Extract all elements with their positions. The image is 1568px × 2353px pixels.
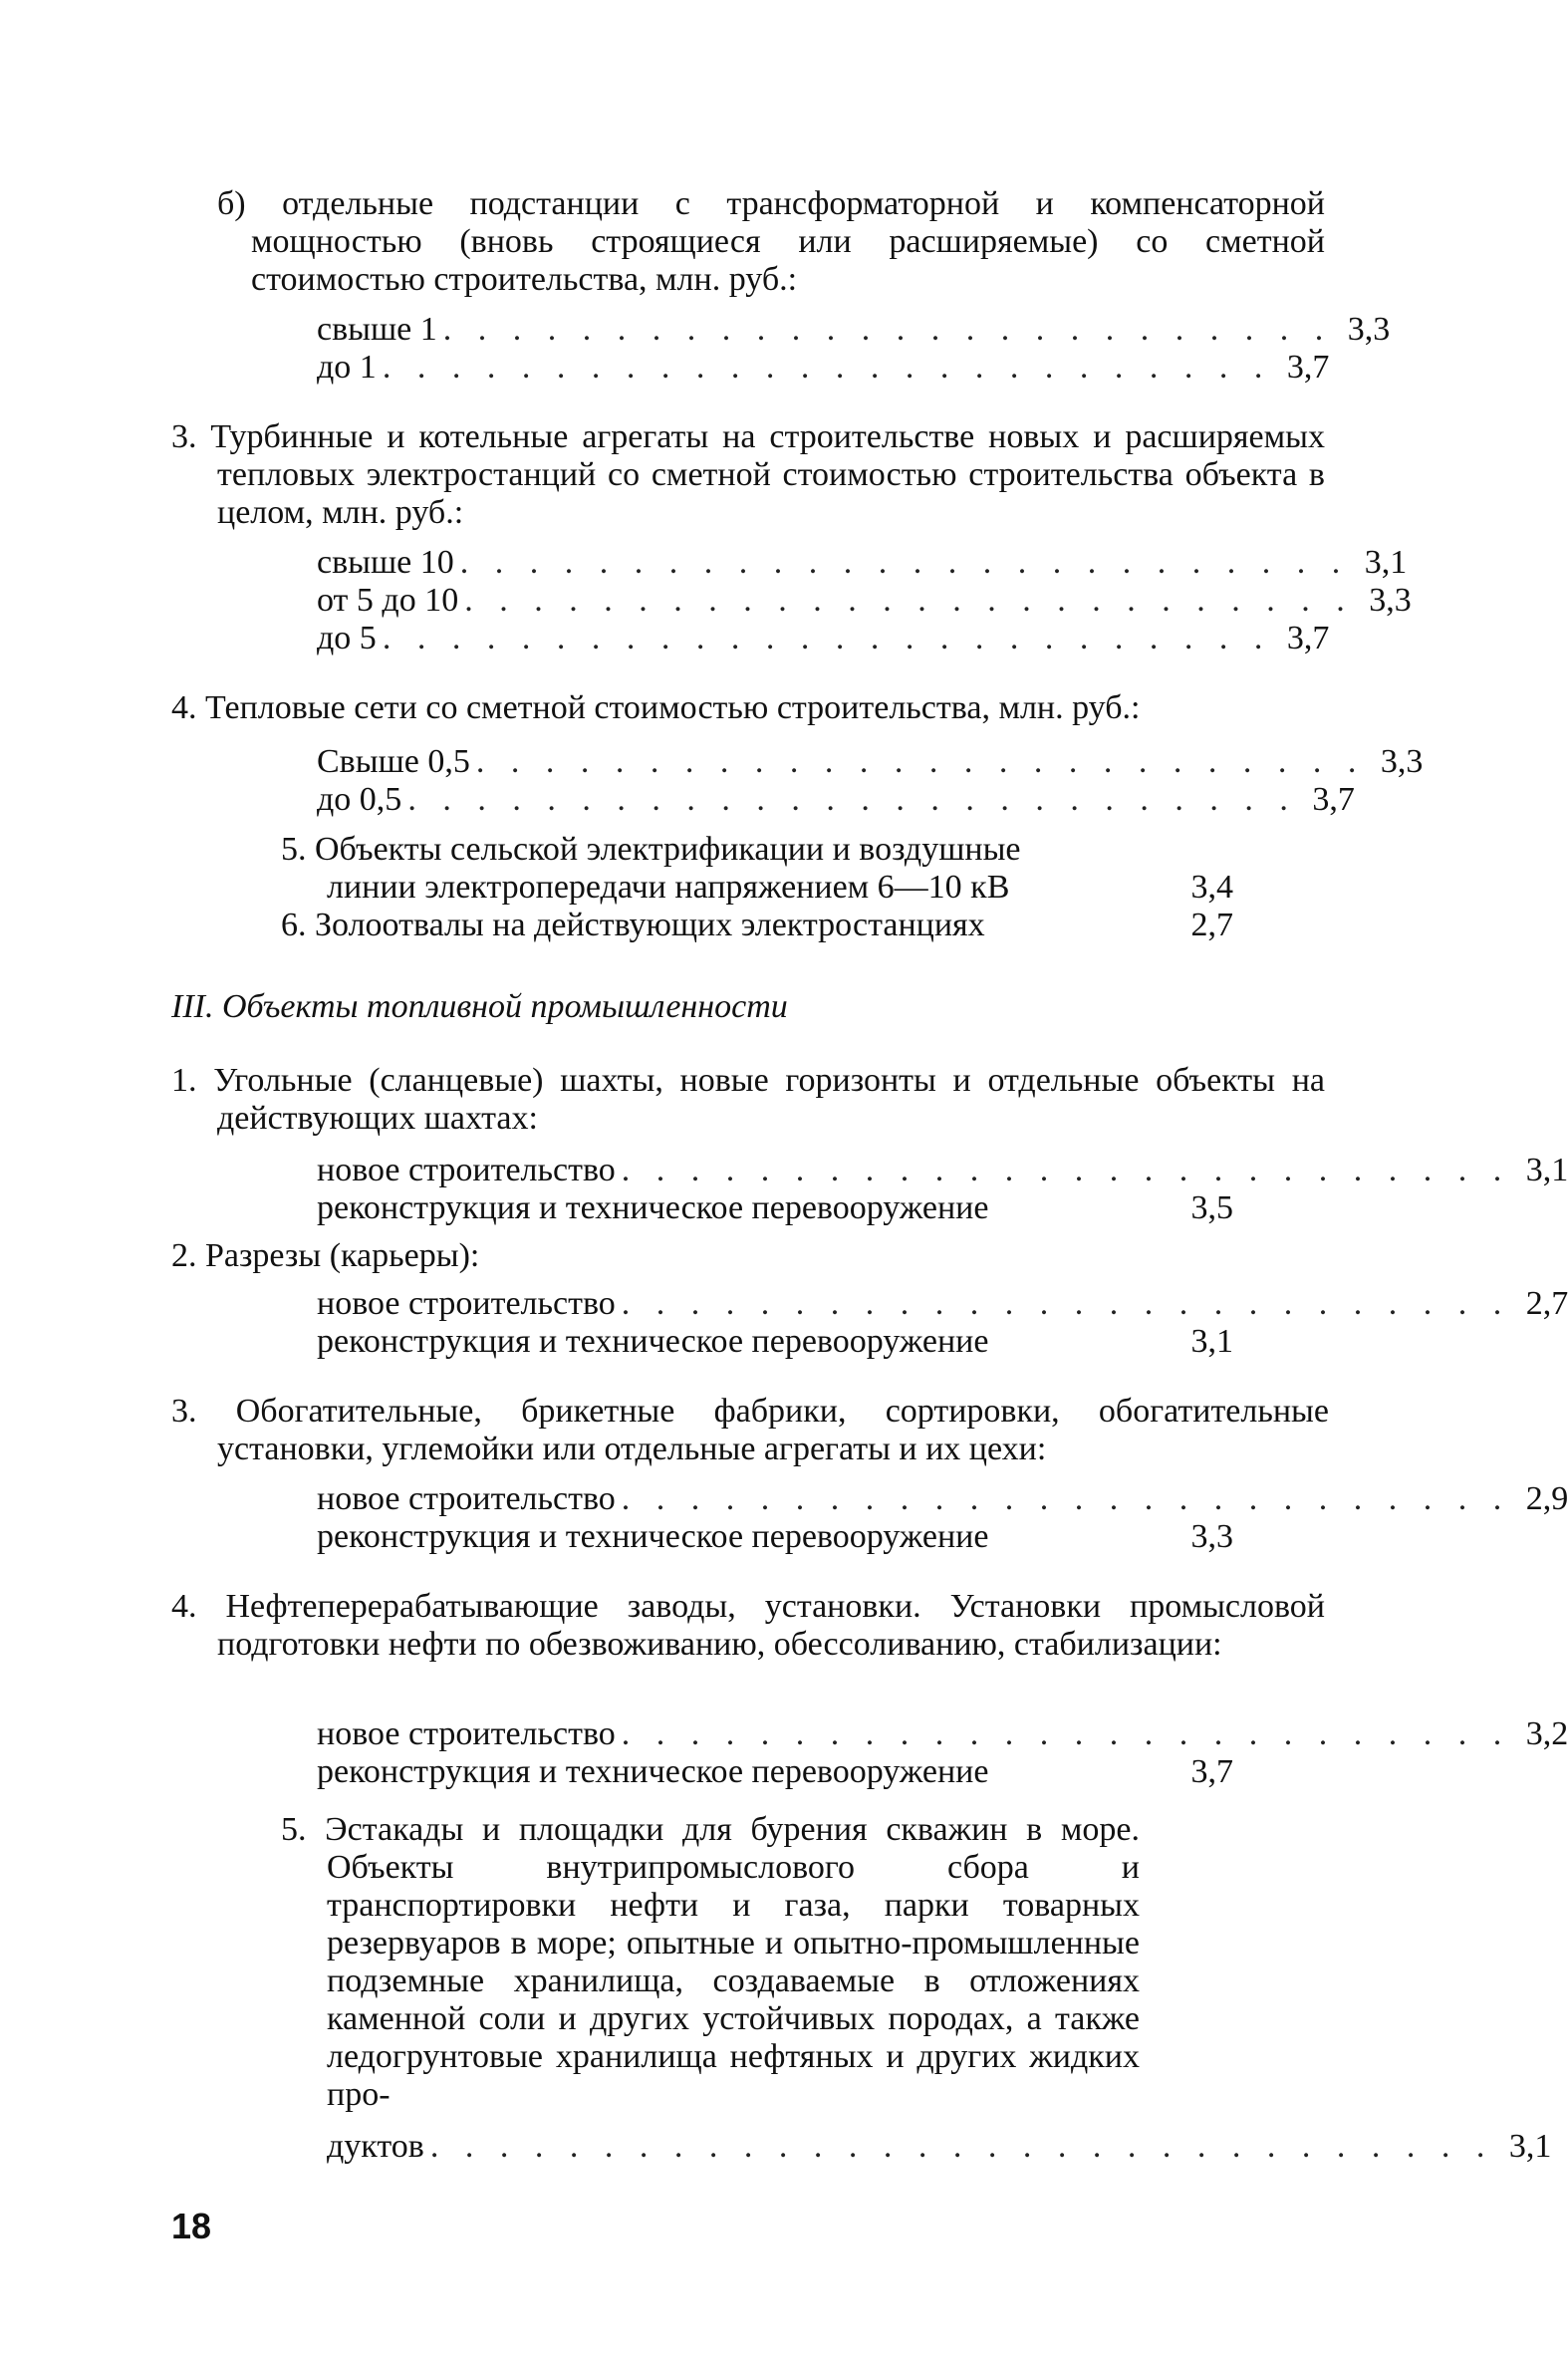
row-label: до 5 bbox=[317, 620, 377, 656]
row-label: дуктов bbox=[327, 2128, 424, 2165]
page-number: 18 bbox=[171, 2206, 212, 2246]
row-value: 2,9 bbox=[1525, 1480, 1568, 1517]
s3-item-1-row-1 bbox=[317, 1152, 1568, 1189]
s3-item-2-row-1 bbox=[317, 1285, 1568, 1323]
row-label: Свыше 0,5 bbox=[317, 743, 470, 780]
row-label: новое строительство bbox=[317, 1152, 616, 1188]
s3-item-3-row-1 bbox=[317, 1480, 1568, 1518]
row-value: 3,1 bbox=[1190, 1323, 1233, 1360]
dot-leader: . . . . . . . . . . . . . . . . . . . . . . . . . . bbox=[621, 1715, 1511, 1752]
row-value: 3,2 bbox=[1525, 1715, 1568, 1752]
s3-item-3-row-2 bbox=[317, 1518, 1233, 1556]
s3-item-4-text: 4. Нефтеперерабатывающие заводы, установки. Установки промысловой подготовки нефти по обезвоживанию, обессоливанию, стабилизации: bbox=[171, 1588, 1325, 1663]
item-6-row bbox=[281, 907, 1233, 944]
item-5-line-2 bbox=[327, 869, 1233, 907]
row-label: новое строительство bbox=[317, 1285, 616, 1322]
item-3-row-3 bbox=[317, 620, 1330, 657]
row-value: 3,5 bbox=[1190, 1189, 1233, 1226]
row-label: от 5 до 10 bbox=[317, 582, 459, 619]
dot-leader: . . . . . . . . . . . . . . . . . . . . . . . . . . bbox=[621, 1285, 1511, 1322]
item-5-line-1: 5. Объекты сельской электрификации и воздушные bbox=[281, 831, 1021, 868]
section-heading: III. Объекты топливной промышленности bbox=[171, 988, 788, 1025]
item-b-row-1 bbox=[317, 311, 1391, 349]
s3-item-4-row-2 bbox=[317, 1753, 1233, 1791]
item-3-row-1 bbox=[317, 544, 1408, 582]
row-value: 3,7 bbox=[1286, 349, 1330, 386]
row-label: линии электропередачи напряжением 6—10 кВ bbox=[327, 869, 1010, 906]
row-value: 2,7 bbox=[1525, 1285, 1568, 1322]
row-value: 3,7 bbox=[1286, 620, 1330, 656]
row-value: 3,1 bbox=[1364, 544, 1408, 581]
dot-leader: . . . . . . . . . . . . . . . . . . . . . . . . . . bbox=[459, 544, 1350, 581]
row-value: 3,3 bbox=[1347, 311, 1391, 348]
dot-leader: . . . . . . . . . . . . . . . . . . . . . . . . . . bbox=[382, 349, 1272, 386]
dot-leader: . . . . . . . . . . . . . . . . . . . . . . . . . . bbox=[407, 781, 1297, 818]
s3-item-5-text: 5. Эстакады и площадки для бурения скважин в море. Объекты внутрипромыслового сбора и транспортировки нефти и газа, парки товарных резервуаров в море; опытные и опытно-промышленные подземные хранилища, создаваемые в отложениях каменной соли и других устойчивых породах, а также ледогрунтовые хранилища нефтяных и других жидких про- bbox=[281, 1811, 1140, 2113]
row-label: до 1 bbox=[317, 349, 377, 386]
item-b-text: б) отдельные подстанции с трансформаторной и компенсаторной мощностью (вновь строящиеся или расширяемые) со сметной стоимостью строительства, млн. руб.: bbox=[217, 185, 1325, 298]
row-value: 3,1 bbox=[1525, 1152, 1568, 1188]
item-3-row-2 bbox=[317, 582, 1412, 620]
dot-leader: . . . . . . . . . . . . . . . . . . . . . . . . . . bbox=[621, 1480, 1511, 1517]
row-value: 3,3 bbox=[1369, 582, 1412, 619]
row-value: 3,7 bbox=[1190, 1753, 1233, 1790]
row-value: 3,3 bbox=[1190, 1518, 1233, 1555]
dot-leader: . . . . . . . . . . . . . . . . . . . . . . . . . . bbox=[621, 1152, 1511, 1188]
s3-item-4-row-1 bbox=[317, 1715, 1568, 1753]
dot-leader: . . . . . . . . . . . . . . . . . . . . . . . . . . bbox=[442, 311, 1333, 348]
s3-item-2-row-2 bbox=[317, 1323, 1233, 1361]
row-label: 6. Золоотвалы на действующих электростанциях bbox=[281, 907, 985, 943]
s3-item-5-last-row bbox=[327, 2128, 1552, 2166]
row-value: 3,4 bbox=[1190, 869, 1233, 906]
item-3-text: 3. Турбинные и котельные агрегаты на строительстве новых и расширяемых тепловых электростанций со сметной стоимостью строительства объекта в целом, млн. руб.: bbox=[171, 418, 1325, 531]
row-value: 3,1 bbox=[1508, 2128, 1552, 2165]
row-value: 2,7 bbox=[1190, 907, 1233, 943]
row-value: 3,7 bbox=[1312, 781, 1355, 818]
item-4-row-2 bbox=[317, 781, 1355, 819]
item-b-row-2 bbox=[317, 349, 1330, 387]
row-label: реконструкция и техническое перевооружение bbox=[317, 1753, 989, 1790]
s3-item-3-text: 3. Обогатительные, брикетные фабрики, сортировки, обогатительные установки, углемойки или отдельные агрегаты и их цехи: bbox=[171, 1393, 1329, 1467]
row-label: реконструкция и техническое перевооружение bbox=[317, 1323, 989, 1360]
item-4-row-1 bbox=[317, 743, 1424, 781]
dot-leader: . . . . . . . . . . . . . . . . . . . . . . . . . . bbox=[475, 743, 1366, 780]
row-label: новое строительство bbox=[317, 1715, 616, 1752]
row-label: реконструкция и техническое перевооружение bbox=[317, 1189, 989, 1226]
s3-item-2-text: 2. Разрезы (карьеры): bbox=[171, 1237, 480, 1274]
s3-item-1-text: 1. Угольные (сланцевые) шахты, новые горизонты и отдельные объекты на действующих шахтах: bbox=[171, 1062, 1325, 1137]
row-label: новое строительство bbox=[317, 1480, 616, 1517]
row-label: свыше 10 bbox=[317, 544, 454, 581]
item-4-text: 4. Тепловые сети со сметной стоимостью строительства, млн. руб.: bbox=[171, 689, 1141, 726]
row-value: 3,3 bbox=[1380, 743, 1424, 780]
row-label: свыше 1 bbox=[317, 311, 437, 348]
row-label: реконструкция и техническое перевооружение bbox=[317, 1518, 989, 1555]
s3-item-1-row-2 bbox=[317, 1189, 1233, 1227]
dot-leader: . . . . . . . . . . . . . . . . . . . . . . . . . . . . . . . bbox=[429, 2128, 1494, 2165]
dot-leader: . . . . . . . . . . . . . . . . . . . . . . . . . . bbox=[464, 582, 1354, 619]
row-label: до 0,5 bbox=[317, 781, 402, 818]
dot-leader: . . . . . . . . . . . . . . . . . . . . . . . . . . bbox=[382, 620, 1272, 656]
